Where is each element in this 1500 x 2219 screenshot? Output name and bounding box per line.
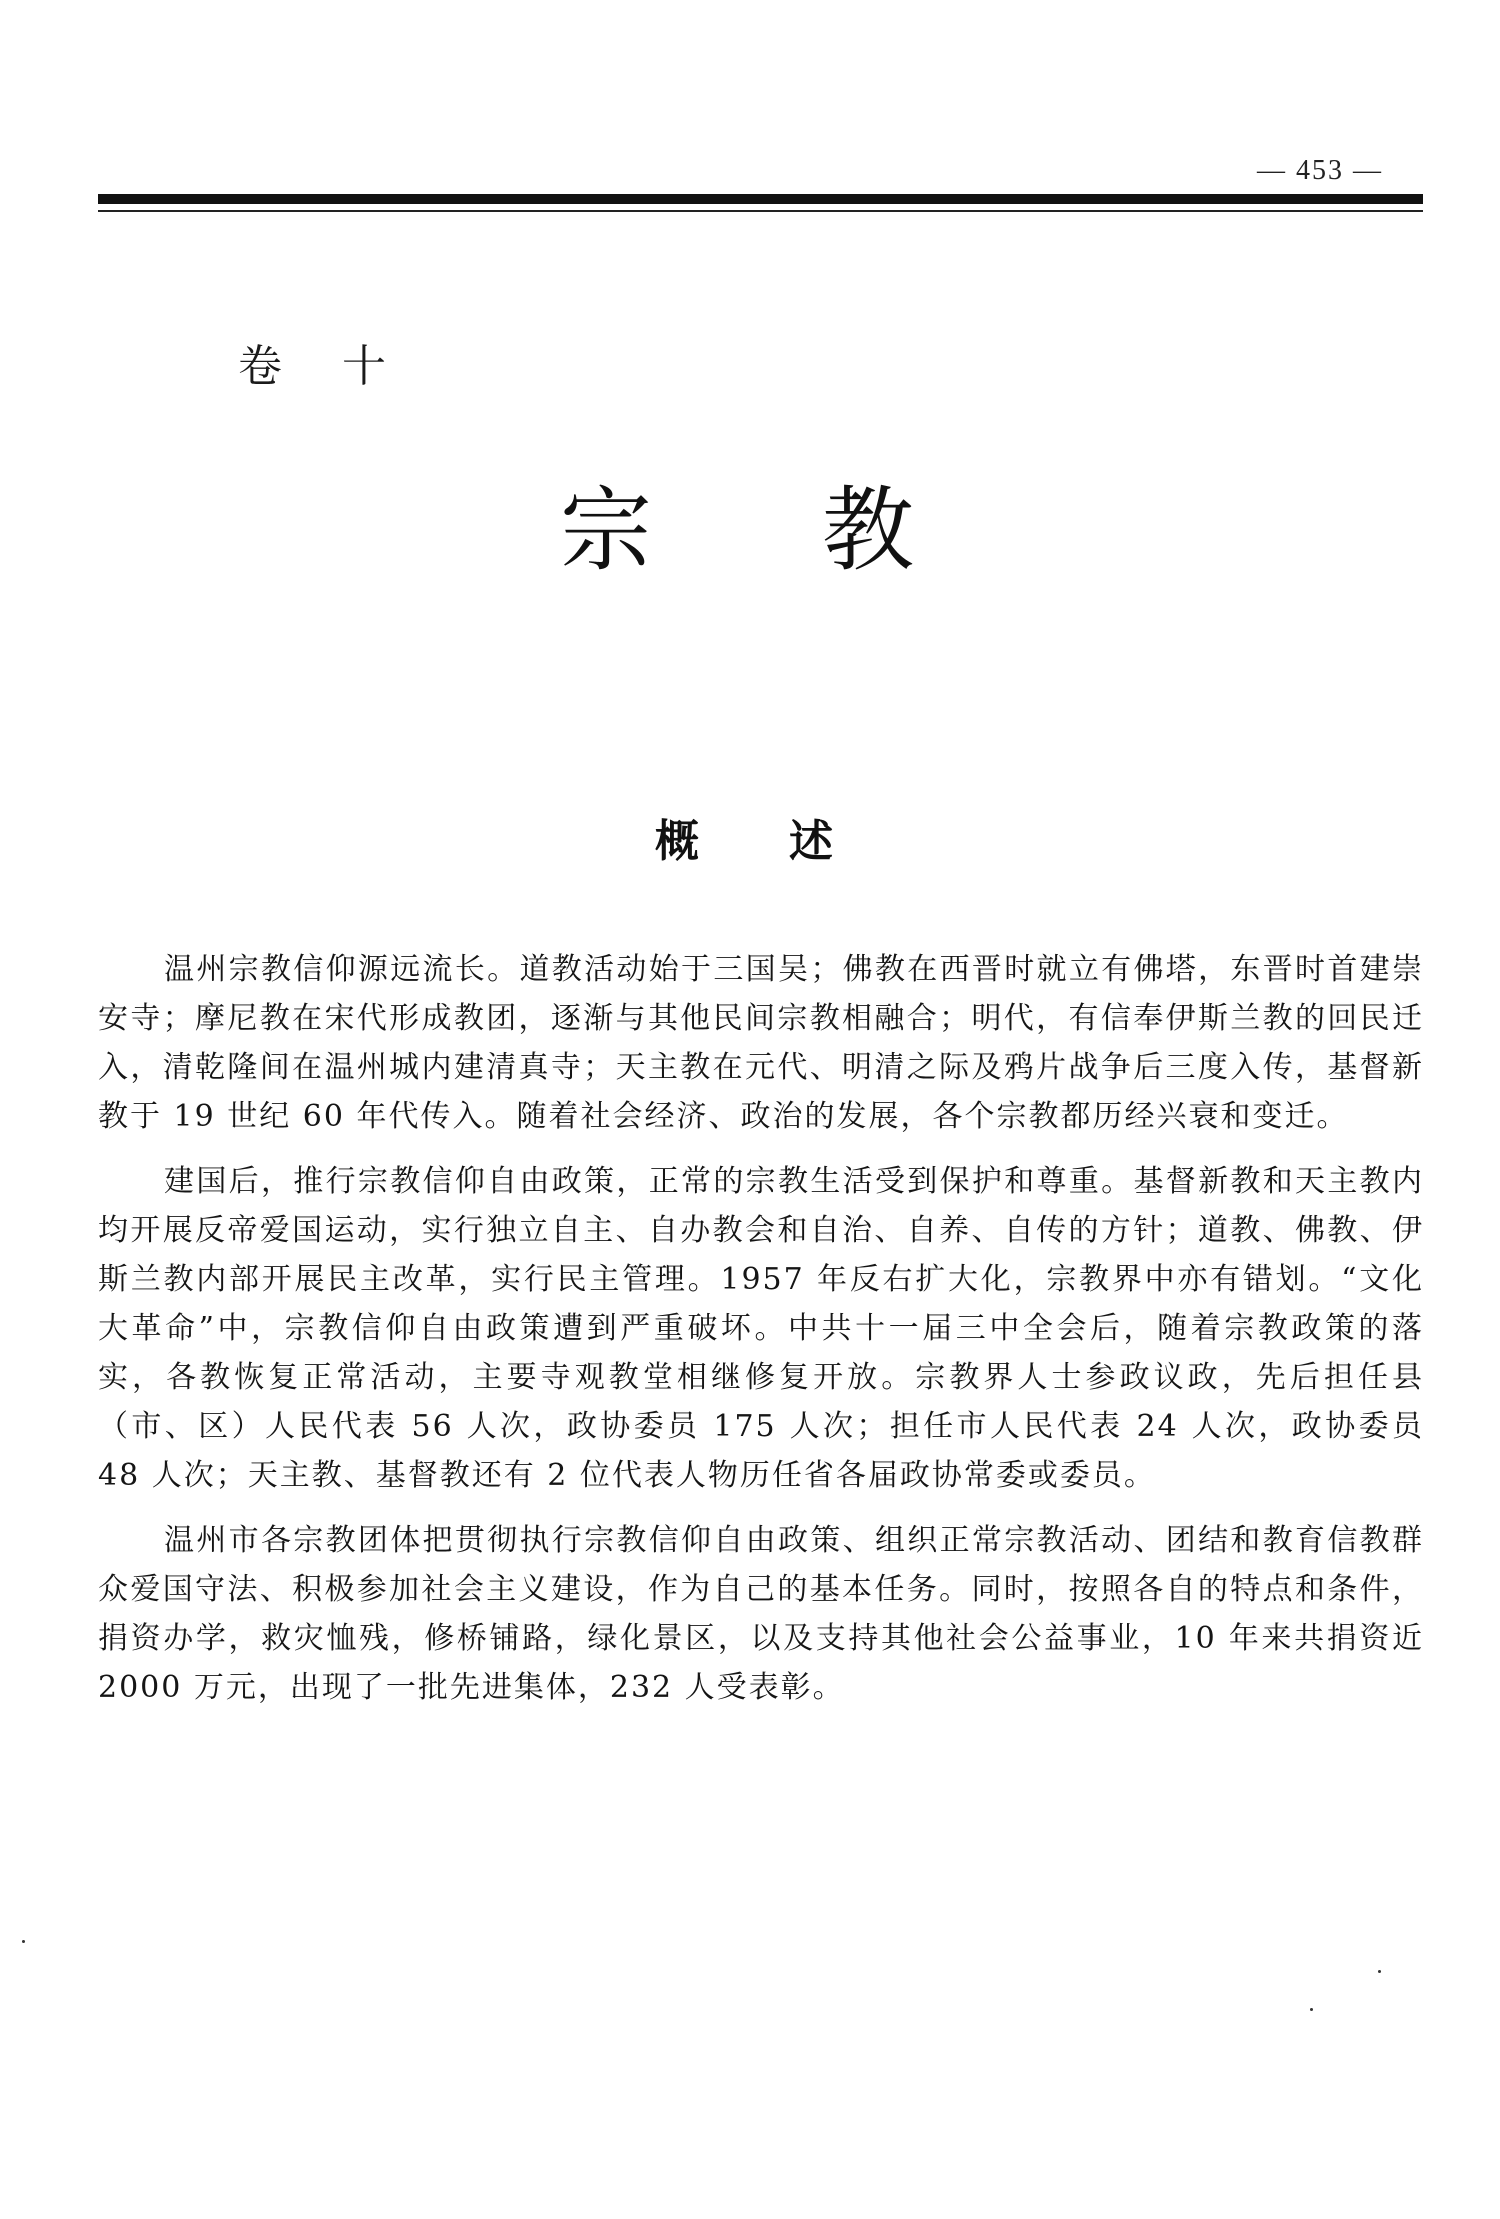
- scan-speck: [1378, 1970, 1381, 1973]
- paragraph: 温州宗教信仰源远流长。道教活动始于三国吴；佛教在西晋时就立有佛塔，东晋时首建崇安寺；摩尼教在宋代形成教团，逐渐与其他民间宗教相融合；明代，有信奉伊斯兰教的回民迁入，清乾隆间在温州城内建清真寺；天主教在元代、明清之际及鸦片战争后三度入传，基督新教于 19 世纪 60 年代传入。随着社会经济、政治的发展，各个宗教都历经兴衰和变迁。: [98, 952, 1424, 1134]
- chapter-title: 宗教: [560, 477, 1084, 584]
- scan-speck: [1310, 2008, 1313, 2011]
- paragraph: 建国后，推行宗教信仰自由政策，正常的宗教生活受到保护和尊重。基督新教和天主教内均开展反帝爱国运动，实行独立自主、自办教会和自治、自养、自传的方针；道教、佛教、伊斯兰教内部开展民主改革，实行民主管理。1957 年反右扩大化，宗教界中亦有错划。“文化大革命”中，宗教信仰自由政策遭到严重破坏。中共十一届三中全会后，随着宗教政策的落实，各教恢复正常活动，主要寺观教堂相继修复开放。宗教界人士参政议政，先后担任县（市、区）人民代表 56 人次，政协委员 175 人次；担任市人民代表 24 人次，政协委员 48 人次；天主教、基督教还有 2 位代表人物历任省各届政协常委或委员。: [98, 1164, 1424, 1493]
- page-number: — 453 —: [1257, 155, 1383, 186]
- body-text: [98, 945, 1424, 1728]
- paragraph: 温州市各宗教团体把贯彻执行宗教信仰自由政策、组织正常宗教活动、团结和教育信教群众爱国守法、积极参加社会主义建设，作为自己的基本任务。同时，按照各自的特点和条件，捐资办学，救灾恤残，修桥铺路，绿化景区，以及支持其他社会公益事业，10 年来共捐资近 2000 万元，出现了一批先进集体，232 人受表彰。: [98, 1523, 1424, 1705]
- section-title: 概述: [655, 816, 923, 867]
- header-rule-thin: [98, 210, 1423, 212]
- header-rule-thick: [98, 194, 1423, 204]
- volume-label: 卷十: [238, 341, 446, 392]
- scan-speck: [22, 1940, 25, 1943]
